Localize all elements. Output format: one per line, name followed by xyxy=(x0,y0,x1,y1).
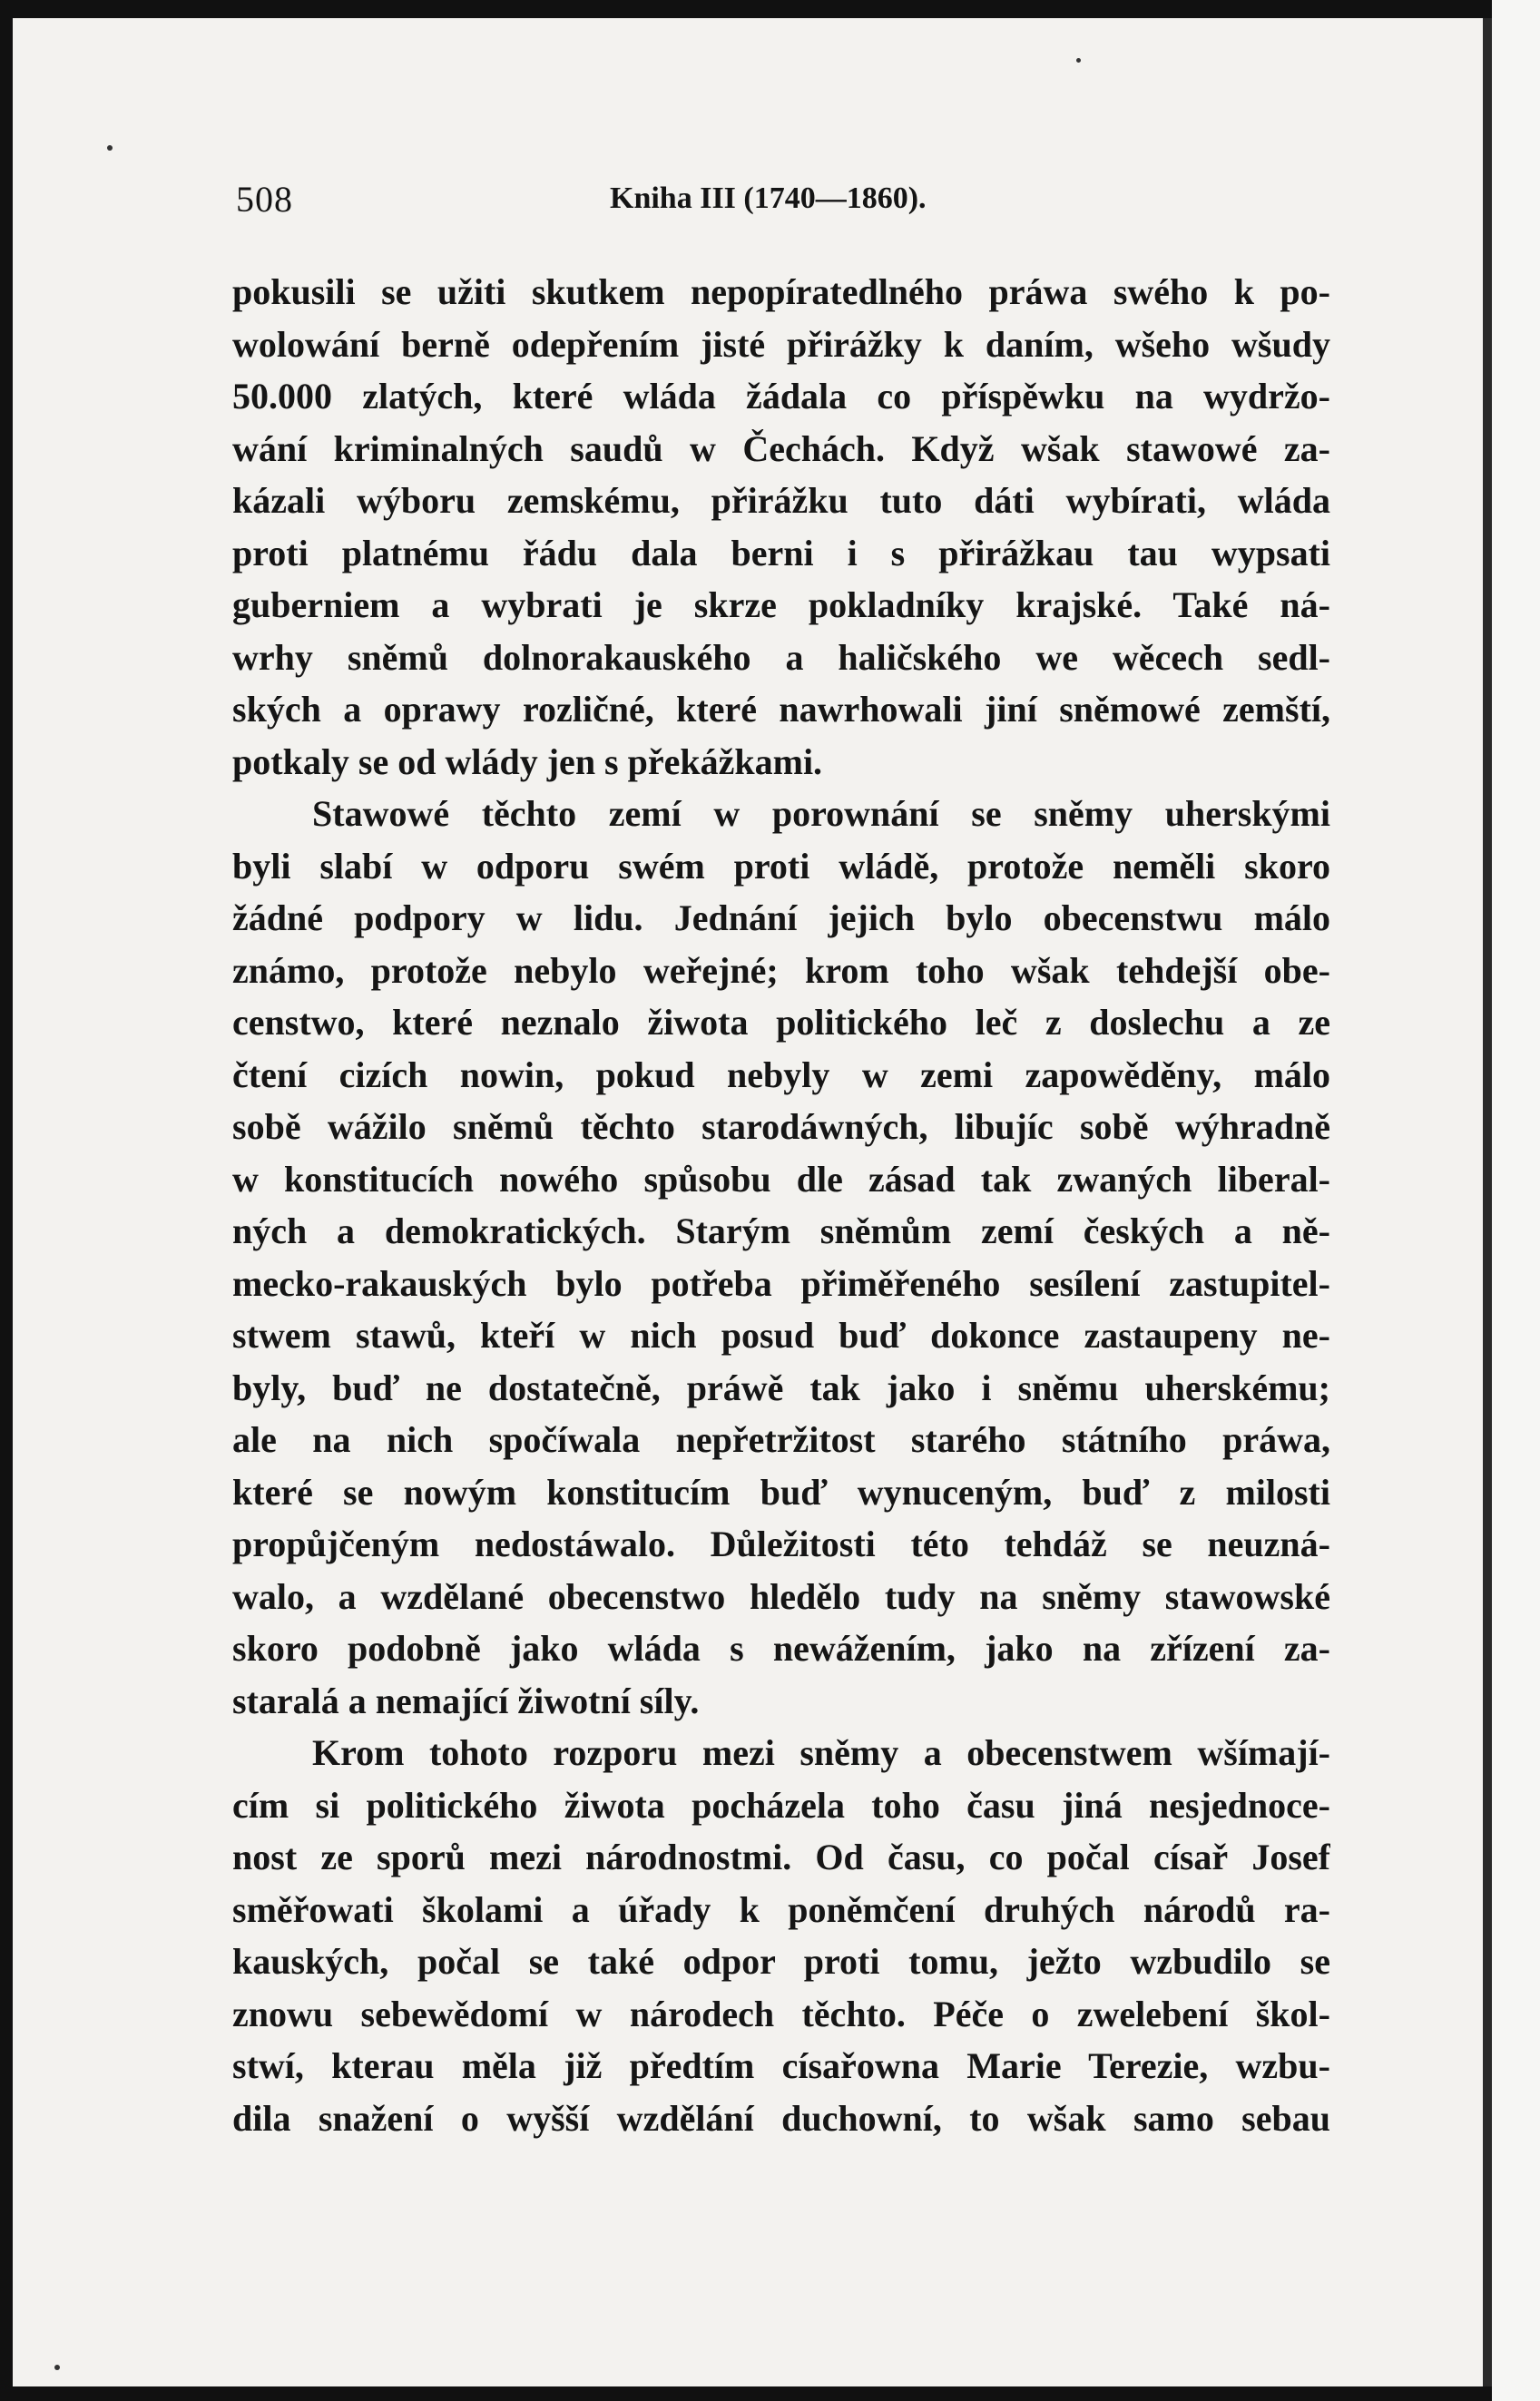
text-line: w konstitucích nowého spůsobu dle zásad tak zwaných liberal- xyxy=(232,1158,1330,1200)
text-line: stwem stawů, kteří w nich posud buď dokonce zastaupeny ne- xyxy=(232,1315,1330,1356)
dust-speck xyxy=(1076,58,1081,63)
body-text xyxy=(232,267,1330,2145)
text-line: byly, buď ne dostatečně, práwě tak jako i sněmu uherskému; xyxy=(232,1367,1330,1408)
text-line: čtení cizích nowin, pokud nebyly w zemi zapowěděny, málo xyxy=(232,1054,1330,1095)
text-line: ale na nich spočíwala nepřetržitost starého státního práwa, xyxy=(232,1419,1330,1460)
text-line: 50.000 zlatých, které wláda žádala co příspěwku na wydržo- xyxy=(232,376,1330,416)
running-head: Kniha III (1740—1860). xyxy=(610,181,927,215)
text-line: guberniem a wybrati je skrze pokladníky krajské. Také ná- xyxy=(232,584,1330,625)
text-line: cím si politického žiwota pocházela toho času jiná nesjednoce- xyxy=(232,1784,1330,1826)
text-line: které se nowým konstitucím buď wynuceným, buď z milosti xyxy=(232,1471,1330,1513)
text-line: wání kriminalných saudů w Čechách. Když wšak stawowé za- xyxy=(232,427,1330,469)
dust-speck xyxy=(54,2365,60,2370)
facing-page-edge xyxy=(1492,0,1540,2401)
text-line: dila snažení o wyšší wzdělání duchowní, to wšak samo sebau xyxy=(232,2097,1330,2139)
text-line: censtwo, které neznalo žiwota politického leč z doslechu a ze xyxy=(232,1002,1330,1043)
text-line: skoro podobně jako wláda s newážením, jako na zřízení za- xyxy=(232,1628,1330,1669)
text-line: žádné podpory w lidu. Jednání jejich bylo obecenstwu málo xyxy=(232,897,1330,938)
text-line: potkaly se od wlády jen s překážkami. xyxy=(232,740,823,782)
text-line: ných a demokratických. Starým sněmům zemí českých a ně- xyxy=(232,1210,1330,1251)
text-line: ských a oprawy rozličné, které nawrhowali jiní sněmowé zemští, xyxy=(232,689,1330,730)
dust-speck xyxy=(107,145,113,151)
text-line: wrhy sněmů dolnorakauského a haličského we wěcech sedl- xyxy=(232,636,1330,678)
text-line: Krom tohoto rozporu mezi sněmy a obecenstwem wšímají- xyxy=(312,1732,1330,1773)
text-line: sobě wážilo sněmů těchto starodáwných, libujíc sobě wýhradně xyxy=(232,1106,1330,1147)
text-line: pokusili se užiti skutkem nepopíratedlného práwa swého k po- xyxy=(232,271,1330,312)
text-line: wolowání berně odepřením jisté přirážky k daním, wšeho wšudy xyxy=(232,323,1330,365)
text-line: Stawowé těchto zemí w porownání se sněmy uherskými xyxy=(312,793,1330,834)
text-line: byli slabí w odporu swém proti wládě, protože neměli skoro xyxy=(232,845,1330,887)
text-line: kauských, počal se také odpor proti tomu, ježto wzbudilo se xyxy=(232,1941,1330,1982)
text-line: nost ze sporů mezi národnostmi. Od času, co počal císař Josef xyxy=(232,1837,1330,1877)
page-header xyxy=(221,178,1038,221)
text-line: znowu sebewědomí w národech těchto. Péče o zwelebení škol- xyxy=(232,1993,1330,2034)
text-line: mecko-rakauských bylo potřeba přiměřeného sesílení zastupitel- xyxy=(232,1262,1330,1304)
page-number: 508 xyxy=(236,179,293,220)
text-line: walo, a wzdělané obecenstwo hledělo tudy na sněmy stawowské xyxy=(232,1575,1330,1617)
text-line: proti platnému řádu dala berni i s přirážkau tau wypsati xyxy=(232,532,1330,573)
page-edge-shadow xyxy=(1483,18,1492,2386)
text-line: známo, protože nebylo weřejné; krom toho wšak tehdejší obe- xyxy=(232,949,1330,991)
text-line: stwí, kterau měla již předtím císařowna Marie Terezie, wzbu- xyxy=(232,2045,1330,2086)
text-line: kázali wýboru zemskému, přirážku tuto dáti wybírati, wláda xyxy=(232,480,1330,521)
text-line: propůjčeným nedostáwalo. Důležitosti této tehdáž se neuzná- xyxy=(232,1524,1330,1564)
text-line: staralá a nemající žiwotní síly. xyxy=(232,1680,700,1721)
text-line: směřowati školami a úřady k poněmčení druhých národů ra- xyxy=(232,1888,1330,1930)
